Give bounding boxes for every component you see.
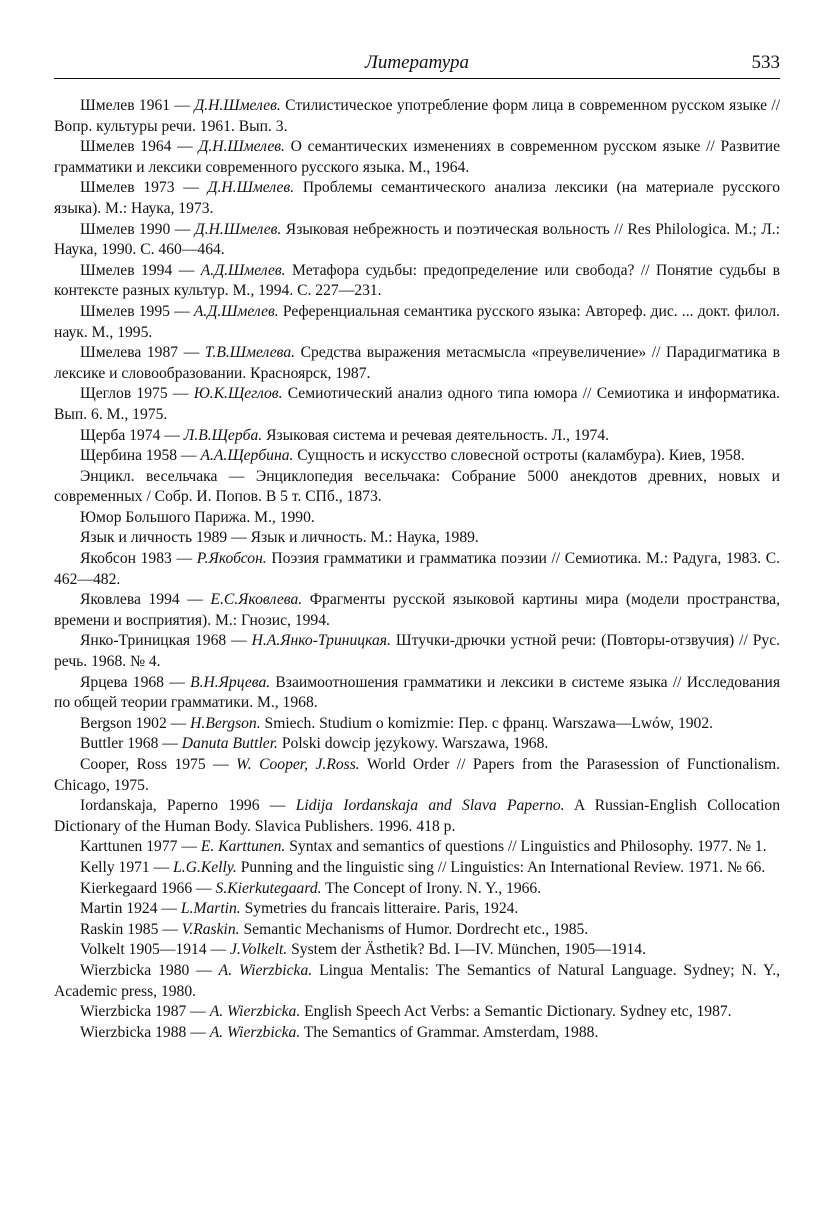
reference-dash: —: [205, 756, 237, 773]
reference-entry: [54, 755, 780, 796]
reference-key: Щербина 1958: [80, 447, 178, 465]
reference-text: English Speech Act Verbs: a Semantic Dictionary. Sydney etc, 1987.: [304, 1003, 732, 1021]
reference-author: S.Kierkutegaard.: [215, 879, 322, 897]
reference-dash: —: [259, 797, 296, 815]
reference-entry: [54, 940, 780, 961]
reference-text: Symetries du francais litteraire. Paris, 1924.: [244, 900, 519, 918]
reference-dash: —: [169, 302, 194, 320]
reference-entry: [54, 508, 780, 529]
reference-dash: —: [149, 858, 174, 876]
reference-author: Д.Н.Шмелев.: [207, 179, 295, 197]
reference-entry: [54, 426, 780, 447]
reference-dash: —: [163, 673, 191, 691]
reference-entry: [54, 837, 780, 858]
reference-text: О семантических изменениях в современном русском языке // Развитие грамматики и лексики современного русского языка. М., 1964.: [54, 138, 781, 176]
reference-author: Д.Н.Шмелев.: [198, 138, 285, 156]
reference-entry: [54, 302, 780, 343]
reference-author: H.Bergson.: [190, 714, 261, 732]
reference-author: Lidija Iordanskaja and Slava Paperno.: [295, 797, 565, 815]
reference-dash: —: [158, 735, 182, 753]
reference-text: The Semantics of Grammar. Amsterdam, 1988.: [303, 1023, 599, 1041]
reference-dash: —: [217, 467, 256, 485]
reference-entry: [54, 1023, 780, 1044]
reference-author: Ю.К.Щеглов.: [193, 385, 283, 403]
reference-text: Языковая система и речевая деятельность. Л., 1974.: [266, 426, 610, 444]
reference-dash: —: [227, 529, 251, 547]
reference-dash: —: [170, 220, 195, 238]
reference-key: Volkelt 1905—1914: [80, 941, 207, 959]
reference-entry: [54, 1002, 780, 1023]
running-title: Литература: [365, 52, 469, 73]
reference-author: Л.В.Щерба.: [183, 426, 263, 444]
reference-key: Щеглов 1975: [80, 385, 168, 403]
reference-author: Т.В.Шмелева.: [204, 344, 296, 362]
reference-key: Шмелева 1987: [80, 344, 179, 362]
reference-key: Kierkegaard 1966: [80, 879, 193, 897]
reference-text: Polski dowcip językowy. Warszawa, 1968.: [281, 735, 549, 753]
reference-key: Энцикл. весельчака: [80, 467, 218, 485]
reference-author: Е.С.Яковлева.: [210, 591, 303, 609]
reference-entry: [54, 590, 780, 631]
reference-entry: [54, 528, 780, 549]
reference-text: Syntax and semantics of questions // Linguistics and Philosophy. 1977. № 1.: [289, 838, 767, 856]
reference-dash: —: [174, 179, 208, 197]
reference-entry: [54, 631, 780, 672]
reference-text: Энциклопедия весельчака: Собрание 5000 анекдотов древних, новых и современных / Собр. И. Попов. В 5 т. СПб., 1873.: [54, 467, 780, 506]
reference-dash: —: [178, 344, 205, 362]
reference-key: Wierzbicka 1987: [80, 1003, 187, 1021]
reference-text: The Concept of Irony. N. Y., 1966.: [325, 879, 542, 897]
reference-text: Поэзия грамматики и грамматика поэзии // Семиотика. М.: Радуга, 1983. С. 462—482.: [54, 550, 780, 588]
reference-key: Щерба 1974: [80, 426, 161, 444]
reference-dash: —: [177, 447, 201, 465]
reference-author: E. Karttunen.: [200, 838, 286, 856]
reference-author: А.Д.Шмелев.: [193, 302, 279, 320]
reference-dash: —: [206, 941, 231, 959]
reference-entry: [54, 796, 780, 837]
reference-dash: —: [172, 261, 201, 279]
reference-author: А.А.Щербина.: [200, 447, 294, 465]
reference-key: Wierzbicka 1988: [80, 1023, 187, 1041]
reference-author: A. Wierzbicka.: [209, 1003, 301, 1021]
reference-entry: [54, 446, 780, 467]
reference-dash: —: [177, 838, 201, 856]
reference-dash: —: [171, 550, 197, 568]
reference-dash: —: [186, 1023, 210, 1041]
reference-text: Взаимоотношения грамматики и лексики в системе языка // Исследования по общей теории грамматики. М., 1968.: [54, 673, 781, 712]
reference-text: Фрагменты русской языковой картины мира (модели пространства, времени и восприятия). М.: Гнозис, 1994.: [54, 591, 780, 629]
reference-dash: —: [186, 1003, 210, 1021]
reference-text: System der Ästhetik? Bd. I—IV. München, 1905—1914.: [291, 941, 646, 959]
reference-key: Cooper, Ross 1975: [80, 756, 206, 773]
reference-author: Р.Якобсон.: [196, 550, 267, 568]
reference-dash: —: [166, 714, 191, 732]
reference-text: A Russian-English Collocation Dictionary of the Human Body. Slavica Publishers. 1996. 418 p.: [54, 797, 780, 835]
reference-entry: [54, 899, 780, 920]
reference-dash: —: [171, 138, 199, 156]
reference-text: Метафора судьбы: предопределение или свобода? // Понятие судьбы в контексте разных культур. М., 1994. С. 227—231.: [54, 261, 780, 300]
reference-author: W. Cooper, J.Ross.: [236, 756, 360, 773]
reference-text: Семиотический анализ одного типа юмора // Семиотика и информатика. Вып. 6. М., 1975.: [54, 385, 781, 423]
reference-key: Martin 1924: [80, 900, 158, 918]
reference-key: Raskin 1985: [80, 920, 159, 938]
reference-key: Шмелев 1990: [80, 220, 171, 238]
reference-entry: [54, 673, 780, 714]
reference-author: L.G.Kelly.: [173, 858, 237, 876]
reference-entry: [54, 714, 780, 735]
reference-entry: [54, 549, 780, 590]
reference-dash: —: [158, 920, 182, 938]
reference-dash: —: [167, 385, 194, 403]
reference-entry: [54, 961, 780, 1002]
reference-text: Сущность и искусство словесной остроты (каламбура). Киев, 1958.: [297, 447, 745, 465]
reference-entry: [54, 261, 780, 302]
reference-text: Punning and the linguistic sing // Linguistics: An International Review. 1971. № 66.: [240, 858, 766, 876]
reference-dash: —: [189, 961, 219, 979]
reference-list: [54, 96, 780, 1043]
header-rule: [54, 78, 780, 79]
reference-dash: —: [192, 879, 216, 897]
reference-key: Шмелев 1973: [80, 179, 175, 197]
reference-text: Референциальная семантика русского языка: Автореф. дис. ... докт. филол. наук. М., 1995.: [54, 302, 781, 341]
reference-text: Lingua Mentalis: The Semantics of Natural Language. Sydney; N. Y., Academic press, 1980.: [54, 961, 780, 1000]
reference-author: Н.А.Янко-Триницкая.: [251, 632, 391, 650]
reference-key: Язык и личность 1989: [80, 529, 228, 547]
reference-entry: [54, 734, 780, 755]
reference-text: Юмор Большого Парижа. М., 1990.: [80, 508, 315, 526]
reference-dash: —: [179, 591, 211, 609]
reference-author: Д.Н.Шмелев.: [194, 97, 281, 114]
reference-text: Стилистическое употребление форм лица в современном русском языке // Вопр. культуры речи. 1961. Вып. 3.: [54, 97, 781, 135]
reference-dash: —: [157, 900, 181, 918]
reference-key: Шмелев 1961: [80, 97, 171, 114]
page-number: 533: [751, 52, 780, 73]
reference-text: Средства выражения метасмысла «преувеличение» // Парадигматика в лексике и словообразовании. Красноярск, 1987.: [54, 344, 780, 382]
reference-text: Язык и личность. М.: Наука, 1989.: [250, 529, 479, 547]
reference-text: Штучки-дрючки устной речи: (Повторы-отзвучия) // Рус. речь. 1968. № 4.: [54, 632, 781, 671]
reference-key: Шмелев 1995: [80, 302, 170, 320]
reference-key: Wierzbicka 1980: [80, 961, 190, 979]
reference-key: Ярцева 1968: [80, 673, 164, 691]
reference-entry: [54, 384, 780, 425]
reference-dash: —: [160, 426, 184, 444]
reference-key: Iordanskaja, Paperno 1996: [80, 797, 260, 815]
reference-entry: [54, 96, 780, 137]
reference-entry: [54, 343, 780, 384]
reference-key: Яковлева 1994: [80, 591, 180, 609]
reference-entry: [54, 220, 780, 261]
reference-entry: [54, 879, 780, 900]
reference-key: Якобсон 1983: [80, 550, 172, 568]
reference-author: А.Д.Шмелев.: [200, 261, 286, 279]
reference-author: L.Martin.: [180, 900, 241, 918]
reference-author: V.Raskin.: [181, 920, 240, 938]
reference-author: В.Н.Ярцева.: [190, 673, 271, 691]
reference-author: A. Wierzbicka.: [209, 1023, 301, 1041]
reference-entry: [54, 178, 780, 219]
reference-author: J.Volkelt.: [230, 941, 288, 959]
reference-author: Д.Н.Шмелев.: [194, 220, 282, 238]
reference-entry: [54, 920, 780, 941]
reference-entry: [54, 858, 780, 879]
reference-key: Bergson 1902: [80, 714, 167, 732]
reference-text: World Order // Papers from the Parasession of Functionalism. Chicago, 1975.: [54, 756, 781, 794]
reference-key: Buttler 1968: [80, 735, 159, 753]
reference-dash: —: [226, 632, 252, 650]
reference-key: Шмелев 1964: [80, 138, 172, 156]
reference-text: Проблемы семантического анализа лексики (на материале русского языка). М.: Наука, 1973.: [54, 179, 781, 217]
reference-entry: [54, 467, 780, 508]
reference-key: Янко-Триницкая 1968: [80, 632, 227, 650]
reference-key: Karttunen 1977: [80, 838, 178, 856]
reference-author: Danuta Buttler.: [181, 735, 278, 753]
reference-text: Smiech. Studium o komizmie: Пер. с франц. Warszawa—Lwów, 1902.: [264, 714, 714, 732]
reference-text: Semantic Mechanisms of Humor. Dordrecht etc., 1985.: [243, 920, 589, 938]
reference-key: Kelly 1971: [80, 858, 150, 876]
reference-entry: [54, 137, 780, 178]
reference-text: Языковая небрежность и поэтическая вольность // Res Philologica. М.; Л.: Наука, 1990. С. 460—464.: [54, 220, 781, 259]
reference-key: Шмелев 1994: [80, 261, 173, 279]
reference-author: A. Wierzbicka.: [218, 961, 313, 979]
reference-dash: —: [170, 97, 195, 114]
page-header: [54, 50, 780, 78]
